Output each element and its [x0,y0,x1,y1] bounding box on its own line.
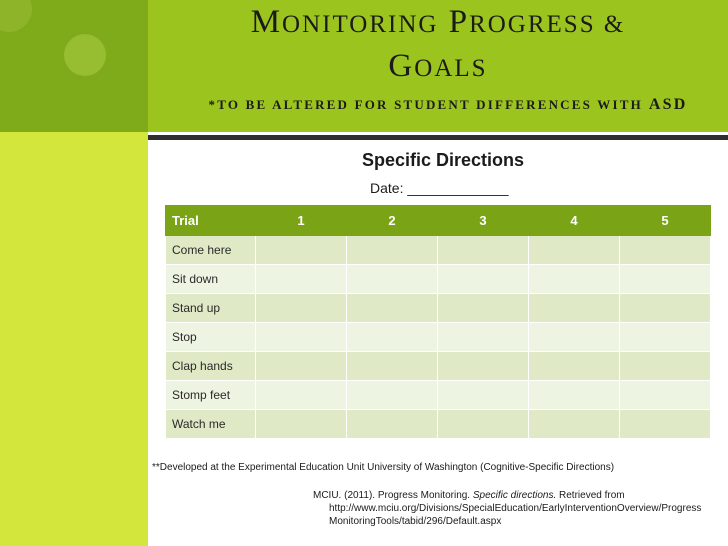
table-cell[interactable] [438,265,529,294]
table-cell[interactable] [529,236,620,265]
title-cap: P [448,4,470,40]
table-row [166,381,711,410]
subtitle-text: *TO BE ALTERED FOR STUDENT DIFFERENCES WITH [208,97,643,112]
table-cell[interactable] [529,352,620,381]
citation-title: Specific directions. [472,490,557,501]
table-cell[interactable] [347,381,438,410]
title-word: ONITORING [282,11,439,38]
table-cell[interactable] [347,265,438,294]
header-trial-2: 2 [347,206,438,236]
table-cell[interactable] [529,410,620,439]
table-cell[interactable] [620,294,711,323]
progress-table [165,205,711,439]
table-row [166,410,711,439]
table-cell[interactable] [438,323,529,352]
subtitle-asd: ASD [648,96,688,113]
table-cell[interactable] [256,323,347,352]
table-cell[interactable] [438,236,529,265]
table-cell[interactable] [256,352,347,381]
table-cell[interactable] [529,294,620,323]
worksheet-heading: Specific Directions [361,150,525,170]
table-cell[interactable] [529,381,620,410]
header-trial: Trial [166,206,256,236]
header-trial-1: 1 [256,206,347,236]
table-cell[interactable] [529,323,620,352]
citation-text: Retrieved from [556,490,625,501]
row-label: Watch me [166,410,256,439]
table-cell[interactable] [347,323,438,352]
date-line: Date: _____________ [370,180,509,196]
citation [313,489,713,528]
left-accent-bottom [0,132,148,546]
title-word: ROGRESS & [469,11,626,38]
citation-url-line-1[interactable]: http://www.mciu.org/Divisions/SpecialEducation/EarlyInterventionOverview/Progress [329,503,702,514]
table-header-row [166,206,711,236]
table-cell[interactable] [620,410,711,439]
table-cell[interactable] [620,323,711,352]
row-label: Come here [166,236,256,265]
table-cell[interactable] [529,265,620,294]
citation-text: MCIU. (2011). Progress Monitoring. [313,490,473,501]
row-label: Stop [166,323,256,352]
row-label: Clap hands [166,352,256,381]
table-row [166,265,711,294]
table-cell[interactable] [256,410,347,439]
row-label: Stomp feet [166,381,256,410]
table-cell[interactable] [438,410,529,439]
table-cell[interactable] [256,265,347,294]
title-word: OALS [414,55,488,82]
table-cell[interactable] [256,294,347,323]
table-cell[interactable] [620,236,711,265]
citation-url-line-2[interactable]: MonitoringTools/tabid/296/Default.aspx [329,516,502,527]
slide-title-line-1 [148,4,728,41]
row-label: Sit down [166,265,256,294]
decorative-circle [64,34,106,76]
table-cell[interactable] [347,294,438,323]
table-cell[interactable] [620,352,711,381]
header-trial-4: 4 [529,206,620,236]
slide-subtitle [168,96,728,114]
title-cap: G [388,48,415,84]
table-cell[interactable] [347,236,438,265]
table-cell[interactable] [620,265,711,294]
footnote: **Developed at the Experimental Education Unit University of Washington (Cognitive-Specific Directions) [152,462,615,473]
table-cell[interactable] [438,381,529,410]
table-cell[interactable] [438,352,529,381]
table-row [166,294,711,323]
slide-title-line-2 [148,48,728,85]
table-row [166,323,711,352]
table-cell[interactable] [438,294,529,323]
row-label: Stand up [166,294,256,323]
table-cell[interactable] [347,352,438,381]
table-row [166,236,711,265]
header-trial-5: 5 [620,206,711,236]
table-row [166,352,711,381]
table-cell[interactable] [256,236,347,265]
title-cap: M [250,4,283,40]
table-cell[interactable] [620,381,711,410]
table-cell[interactable] [347,410,438,439]
header-trial-3: 3 [438,206,529,236]
table-cell[interactable] [256,381,347,410]
